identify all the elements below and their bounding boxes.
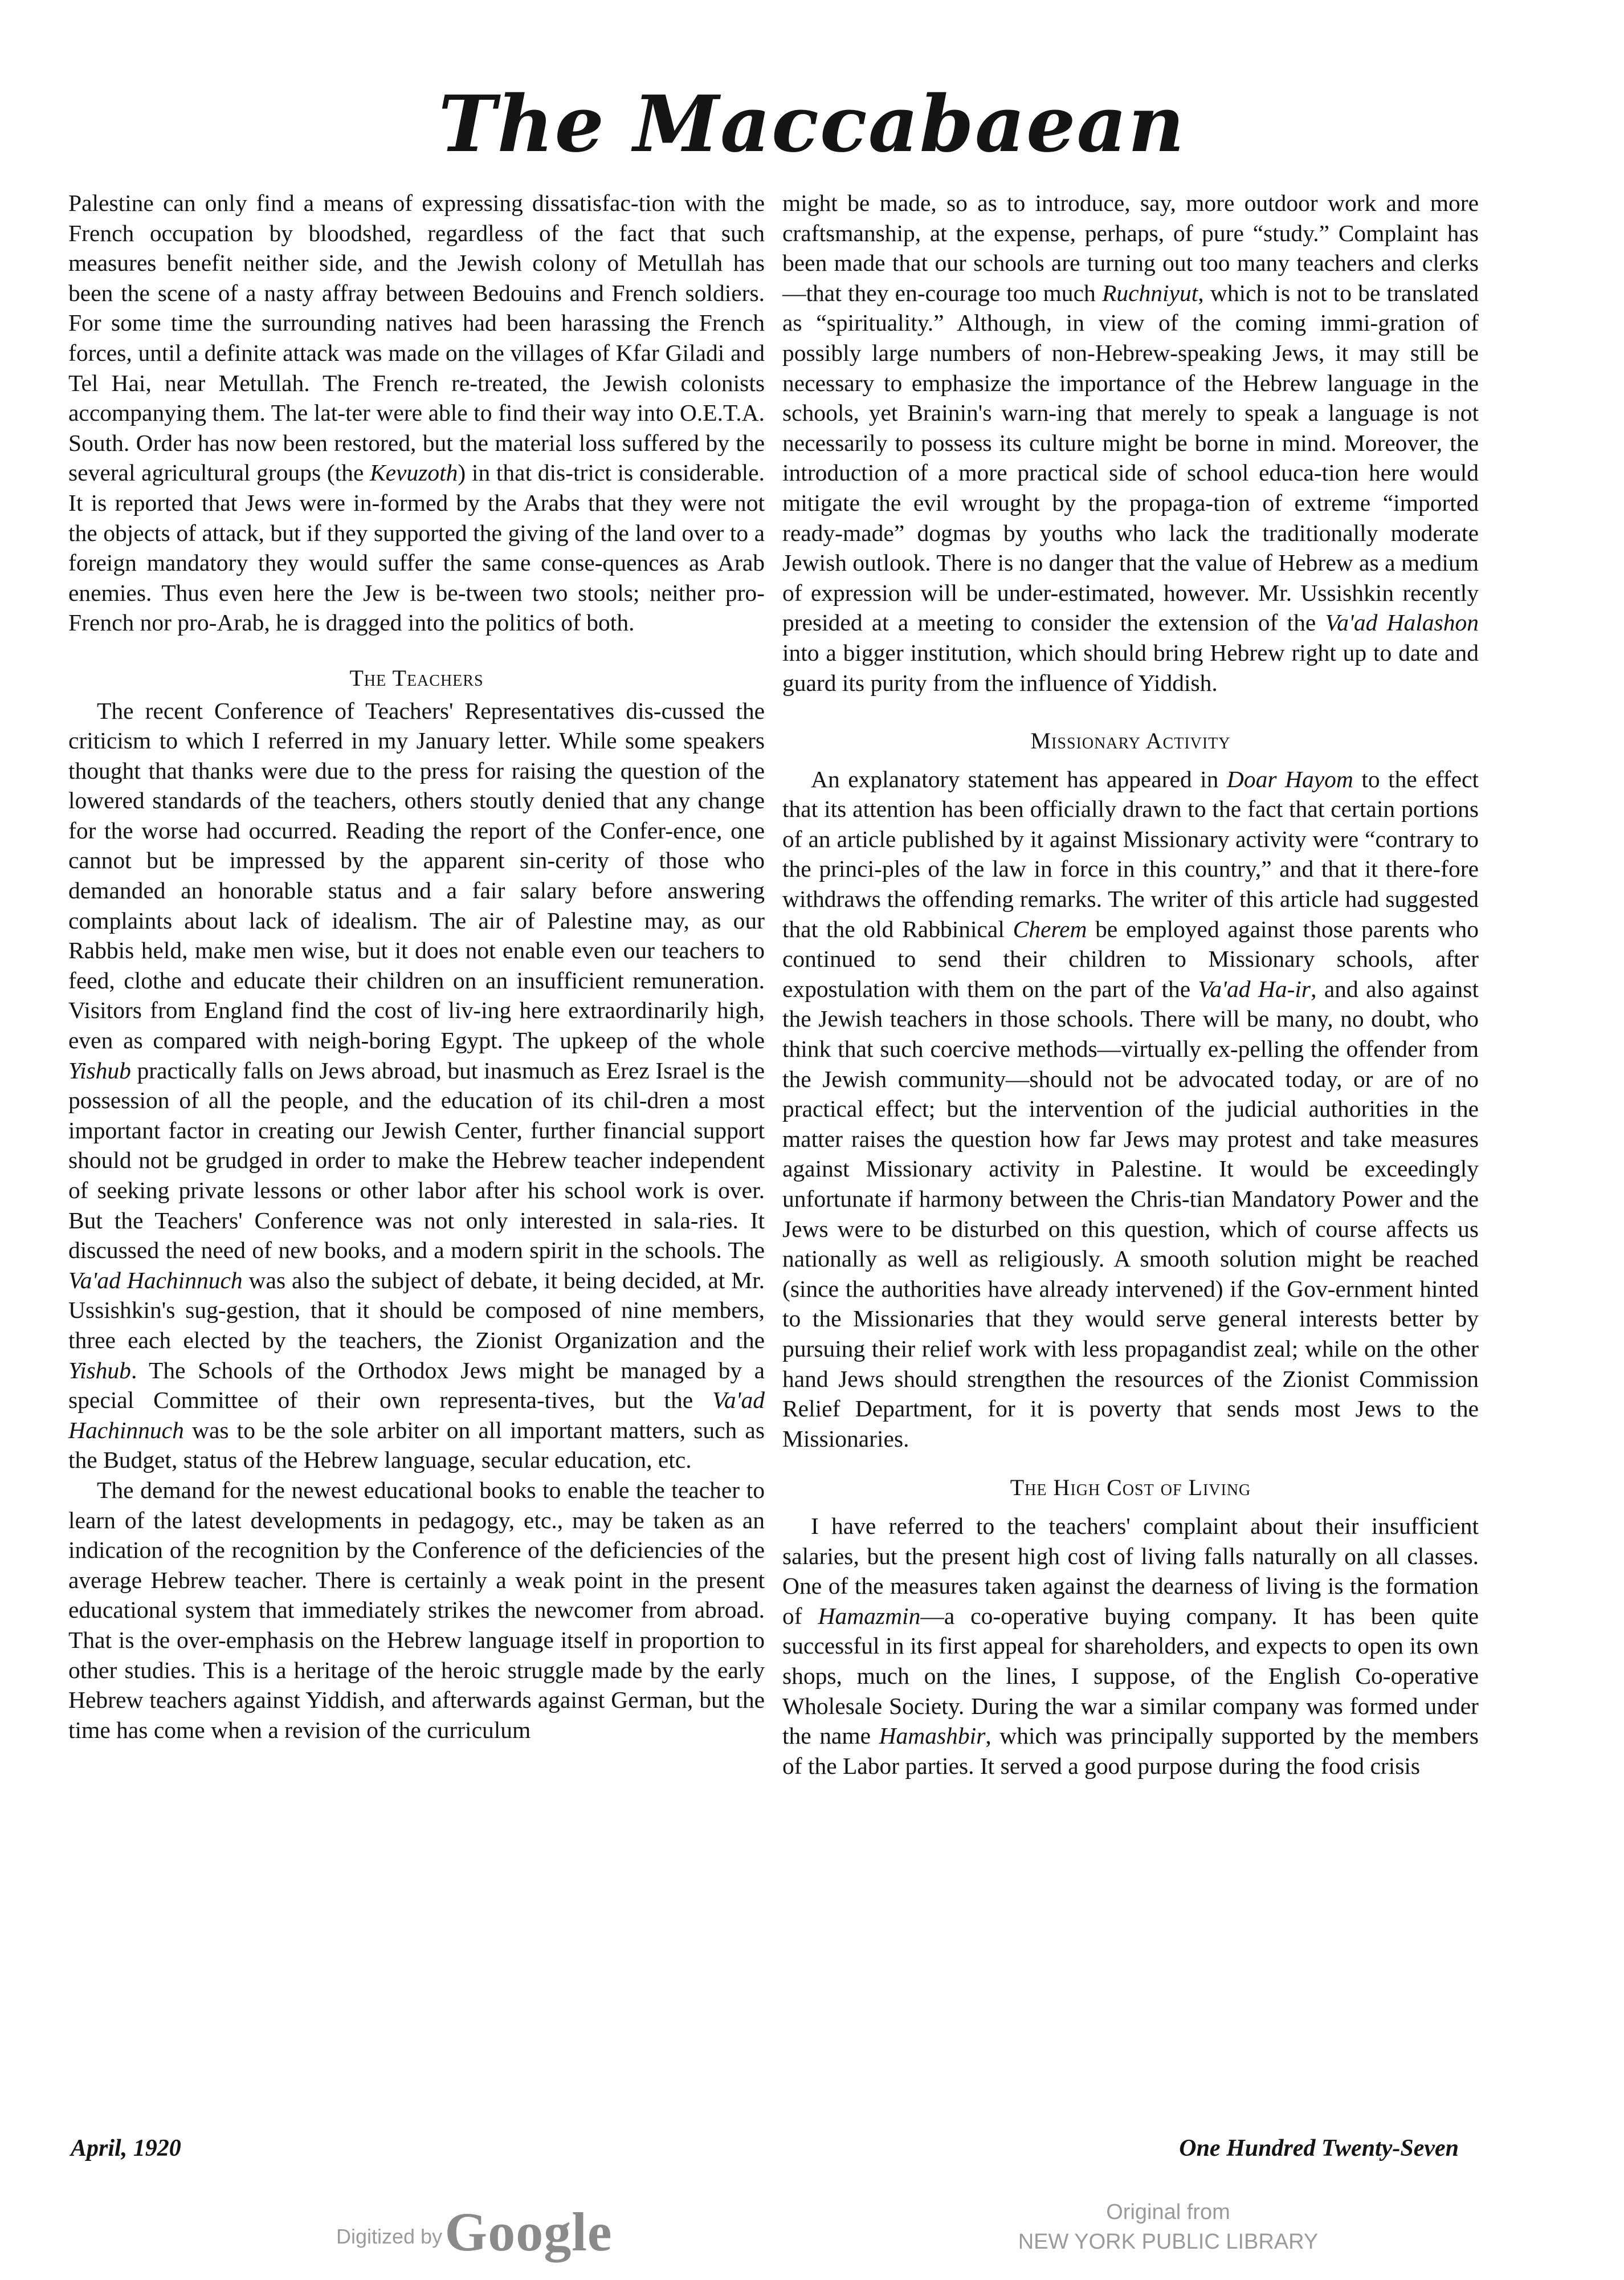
article-paragraph: might be made, so as to introduce, say, more outdoor work and more craftsmanship, at the expense, perhaps, of pure “study.” Complaint has been made that our schools are turning out too many teachers and clerks—that they en-courage too much Ruchniyut, which is not to be translated as “spirituality.” Although, in view of the coming immi-gration of possibly large numbers of non-Hebrew-speaking Jews, it may still be necessary to emphasize the importance of the Hebrew language in the schools, yet Brainin's warn-ing that merely to speak a language is not necessarily to possess its culture might be borne in mind. Moreover, the introduction of a more practical side of school educa-tion here would mitigate the evil wrought by the propaga-tion of extreme “imported ready-made” dogmas by youths who lack the traditionally moderate Jewish outlook. There is no danger that the value of Hebrew as a medium of expression will be under-estimated, however. Mr. Ussishkin recently presided at a meeting to consider the extension of the Va'ad Halashon into a bigger institution, which should bring Hebrew right up to date and guard its purity from the influence of Yiddish. (782, 190, 1479, 696)
original-from-label: Original from (1106, 2200, 1230, 2224)
google-logo: Google (444, 2201, 613, 2262)
section-heading: Missionary Activity (1030, 728, 1231, 754)
article-column-left (68, 188, 765, 1745)
article-paragraph: An explanatory statement has appeared in Doar Hayom to the effect that its attention has been officially drawn to the fact that certain portions of an article published by it against Missionary activity were “contrary to the princi-ples of the law in force in this country,” and that it there-fore withdraws the offending remarks. The writer of this article had suggested that the old Rabbinical Cherem be employed against those parents who continued to send their children to Missionary schools, after expostulation with them on the part of the Va'ad Ha-ir, and also against the Jewish teachers in those schools. There will be many, no doubt, who think that such coercive methods—virtually ex-pelling the offender from the Jewish community—should not be advocated today, or are of no practical effect; but the intervention of the judicial authorities in the matter raises the question how far Jews may protest and take measures against Missionary activity in Palestine. It would be exceedingly unfortunate if harmony between the Chris-tian Mandatory Power and the Jews were to be disturbed on this question, which of course affects us nationally as well as religiously. A smooth solution might be reached (since the authorities have already intervened) if the Gov-ernment hinted to the Missionaries that they would serve general interests better by pursuing their relief work with less propagandist zeal; while on the other hand Jews should strengthen the resources of the Zionist Commission Relief Department, for it is poverty that sends most Jews to the Missionaries. (782, 766, 1479, 1452)
section-heading: The High Cost of Living (1010, 1475, 1251, 1501)
page-number: One Hundred Twenty-Seven (1179, 2135, 1459, 2161)
section-heading: The Teachers (349, 665, 484, 691)
article-column-right (782, 188, 1479, 1781)
library-name: NEW YORK PUBLIC LIBRARY (1018, 2230, 1319, 2254)
article-paragraph: Palestine can only find a means of expressing dissatisfac-tion with the French occupation by bloodshed, regardless of the fact that such measures benefit neither side, and the Jewish colony of Metullah has been the scene of a nasty affray between Bedouins and French soldiers. For some time the surrounding natives had been harassing the French forces, until a definite attack was made on the villages of Kfar Giladi and Tel Hai, near Metullah. The French re-treated, the Jewish colonists accompanying them. The lat-ter were able to find their way into O.E.T.A. South. Order has now been restored, but the material loss suffered by the several agricultural groups (the Kevuzoth) in that dis-trict is considerable. It is reported that Jews were in-formed by the Arabs that they were not the objects of attack, but if they supported the giving of the land over to a foreign mandatory they would suffer the same conse-quences as Arab enemies. Thus even here the Jew is be-tween two stools; neither pro-French nor pro-Arab, he is dragged into the politics of both. (68, 190, 765, 636)
issue-date: April, 1920 (71, 2135, 181, 2161)
article-paragraph: The recent Conference of Teachers' Representatives dis-cussed the criticism to which I referred in my January letter. While some speakers thought that thanks were due to the press for raising the question of the lowered standards of the teachers, others stoutly denied that any change for the worse had occurred. Reading the report of the Confer-ence, one cannot but be impressed by the apparent sin-cerity of those who demanded an honorable status and a fair salary before answering complaints about lack of idealism. The air of Palestine may, as our Rabbis held, make men wise, but it does not enable even our teachers to feed, clothe and educate their children on an insufficient remuneration. Visitors from England find the cost of liv-ing here extraordinarily high, even as compared with neigh-boring Egypt. The upkeep of the whole Yishub practically falls on Jews abroad, but inasmuch as Erez Israel is the possession of all the people, and the education of its chil-dren a most important factor in creating our Jewish Center, further financial support should not be grudged in order to make the Hebrew teacher independent of seeking private lessons or other labor after his school work is over. But the Teachers' Conference was not only interested in sala-ries. It discussed the need of new books, and a modern spirit in the schools. The Va'ad Hachinnuch was also the subject of debate, it being decided, at Mr. Ussishkin's sug-gestion, that it should be composed of nine members, three each elected by the teachers, the Zionist Organization and the Yishub. The Schools of the Orthodox Jews might be managed by a special Committee of their own representa-tives, but the Va'ad Hachinnuch was to be the sole arbiter on all important matters, such as the Budget, status of the Hebrew language, secular education, etc. (68, 697, 765, 1473)
digitized-by-label: Digitized by (336, 2225, 443, 2248)
article-paragraph: The demand for the newest educational books to enable the teacher to learn of the latest developments in pedagogy, etc., may be taken as an indication of the recognition by the Conference of the deficiencies of the average Hebrew teacher. There is certainly a weak point in the present educational system that immediately strikes the newcomer from abroad. That is the over-emphasis on the Hebrew language itself in proportion to other studies. This is a heritage of the heroic struggle made by the early Hebrew teachers against Yiddish, and afterwards against German, but the time has come when a revision of the curriculum (68, 1476, 765, 1743)
article-paragraph: I have referred to the teachers' complaint about their insufficient salaries, but the present high cost of living falls naturally on all classes. One of the measures taken against the dearness of living is the formation of Hamazmin—a co-operative buying company. It has been quite successful in its first appeal for shareholders, and expects to open its own shops, much on the lines, I suppose, of the English Co-operative Wholesale Society. During the war a similar company was formed under the name Hamashbir, which was principally supported by the members of the Labor parties. It served a good purpose during the food crisis (782, 1512, 1479, 1779)
masthead-title: The Maccabaean (438, 79, 1186, 170)
library-credit (969, 2197, 1368, 2257)
digitized-by-watermark (336, 2200, 613, 2263)
